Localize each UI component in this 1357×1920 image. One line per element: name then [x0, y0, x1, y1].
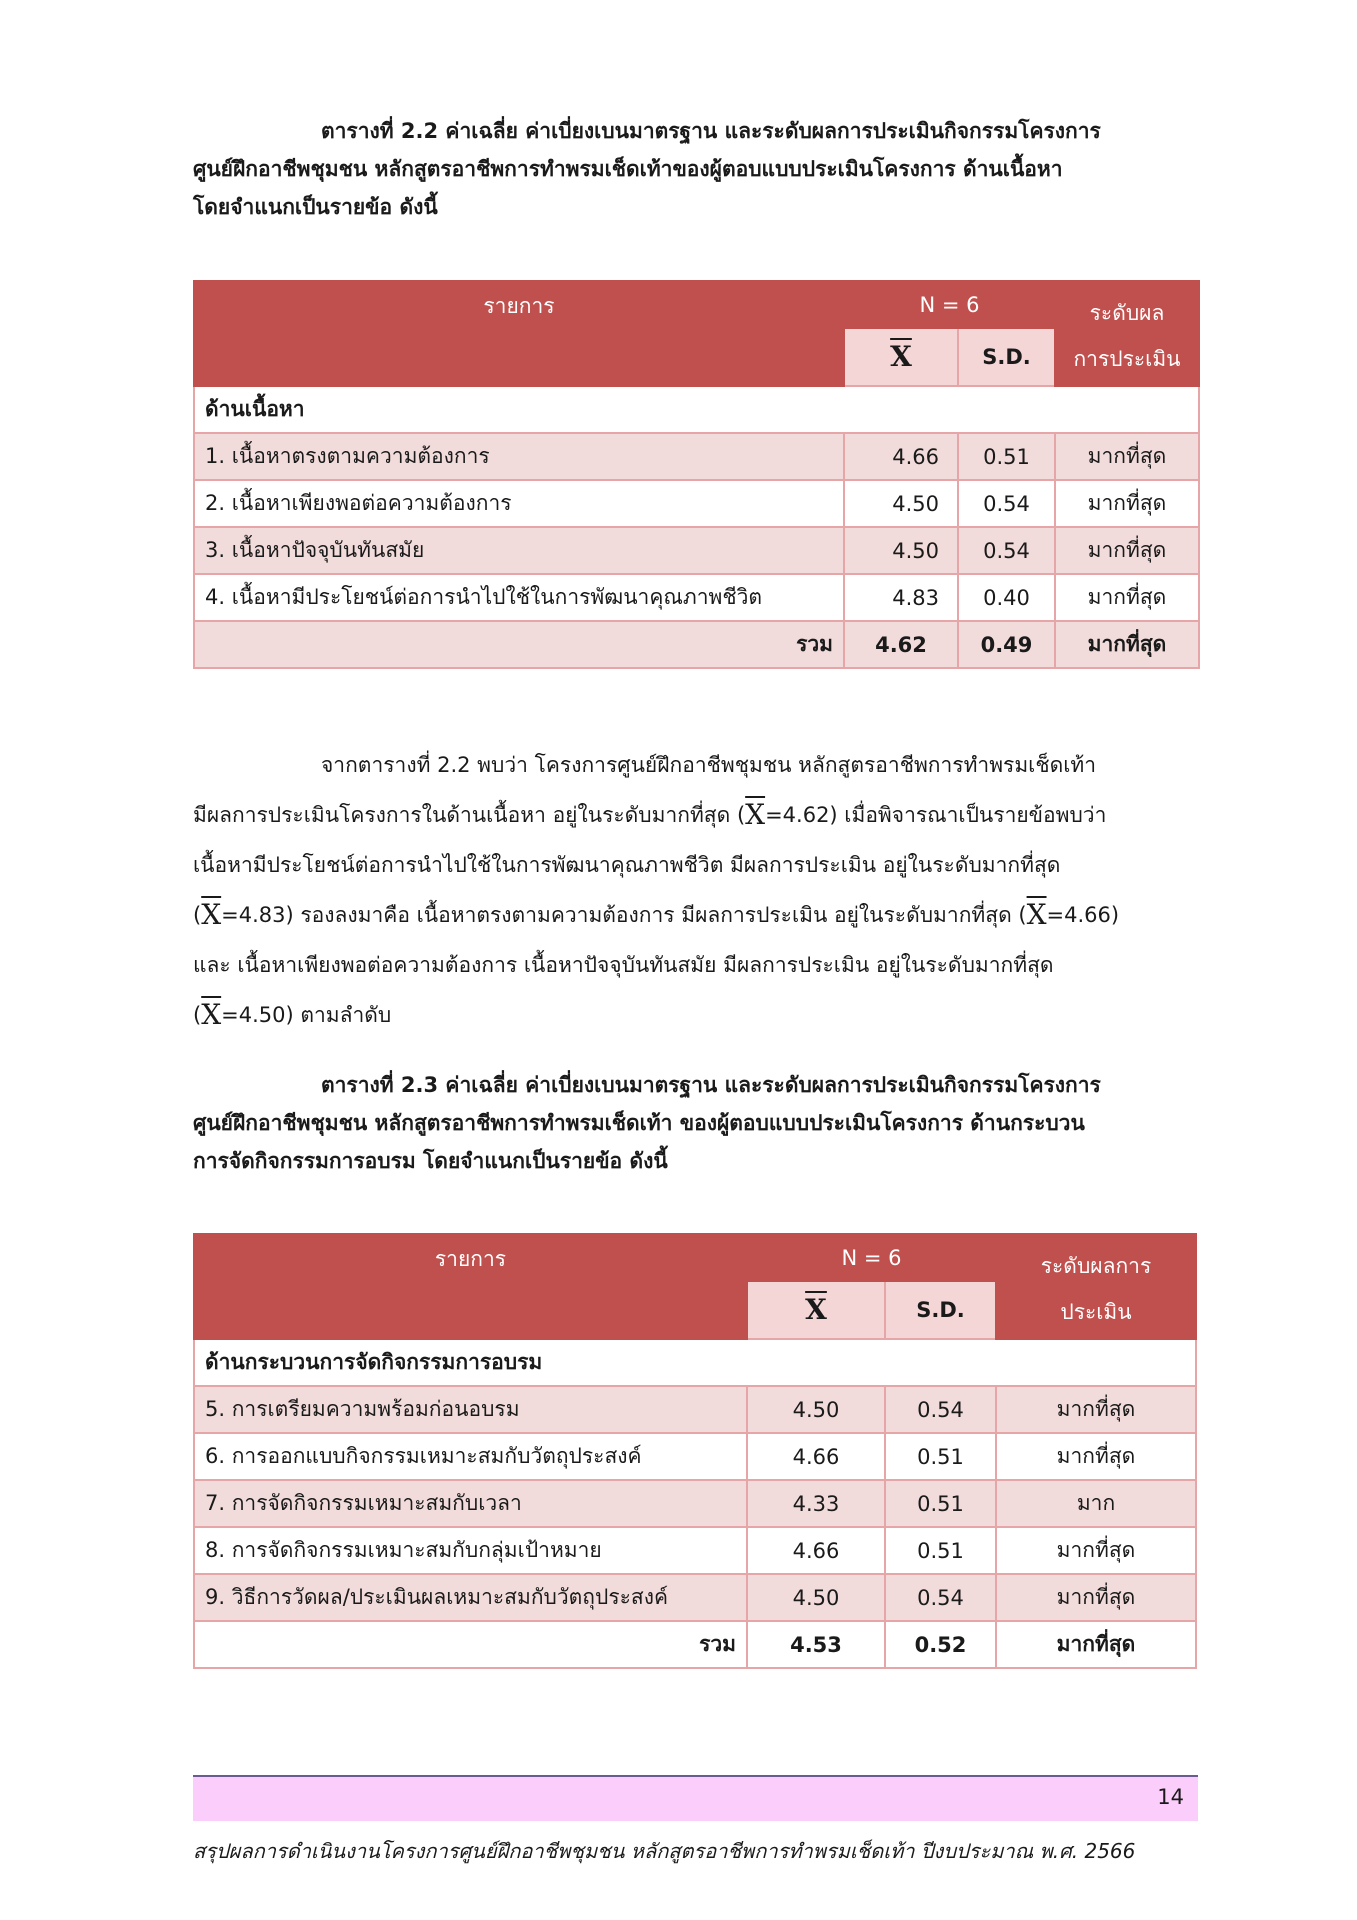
- row-item: 4. เนื้อหามีประโยชน์ต่อการนำไปใช้ในการพัฒนาคุณภาพชีวิต: [194, 574, 844, 621]
- total-level: มากที่สุด: [996, 1621, 1196, 1668]
- row-mean: 4.66: [747, 1527, 885, 1574]
- paragraph-text: =4.66): [1046, 903, 1120, 927]
- caption-line: ศูนย์ฝึกอาชีพชุมชน หลักสูตรอาชีพการทำพรมเช็ดเท้า ของผู้ตอบแบบประเมินโครงการ ด้านกระบวน: [193, 1111, 1085, 1135]
- row-sd: 0.54: [885, 1574, 996, 1621]
- xbar-symbol: $\overline{X}$: [805, 1293, 827, 1326]
- section-label: ด้านกระบวนการจัดกิจกรรมการอบรม: [194, 1339, 1196, 1386]
- footer-text: สรุปผลการดำเนินงานโครงการศูนย์ฝึกอาชีพชุมชน หลักสูตรอาชีพการทำพรมเช็ดเท้า ปีงบประมาณ พ.ศ. 2566: [193, 1839, 1136, 1863]
- row-mean: 4.50: [844, 480, 958, 527]
- header-mean: [747, 1281, 885, 1339]
- table-2-2: [193, 280, 1200, 669]
- row-sd: 0.51: [885, 1480, 996, 1527]
- caption-line: การจัดกิจกรรมการอบรม โดยจำแนกเป็นรายข้อ ดังนี้: [193, 1149, 668, 1173]
- row-mean: 4.33: [747, 1480, 885, 1527]
- caption-line: ศูนย์ฝึกอาชีพชุมชน หลักสูตรอาชีพการทำพรมเช็ดเท้าของผู้ตอบแบบประเมินโครงการ ด้านเนื้อหา: [193, 157, 1063, 181]
- xbar-symbol: $\overline{X}$: [201, 998, 222, 1031]
- row-mean: 4.66: [747, 1433, 885, 1480]
- header-level: [996, 1234, 1196, 1339]
- row-mean: 4.50: [844, 527, 958, 574]
- paragraph-text: =4.50) ตามลำดับ: [221, 1003, 392, 1027]
- total-mean: 4.62: [844, 621, 958, 668]
- table-row: [194, 433, 1199, 480]
- row-level: มากที่สุด: [1055, 574, 1199, 621]
- xbar-symbol: $\overline{X}$: [745, 798, 766, 831]
- table-row: [194, 1574, 1196, 1621]
- paragraph-line: จากตารางที่ 2.2 พบว่า โครงการศูนย์ฝึกอาชีพชุมชน หลักสูตรอาชีพการทำพรมเช็ดเท้า: [321, 753, 1097, 777]
- total-mean: 4.53: [747, 1621, 885, 1668]
- table-2-2-caption: [193, 112, 1198, 226]
- caption-line: ตารางที่ 2.3 ค่าเฉลี่ย ค่าเบี่ยงเบนมาตรฐาน และระดับผลการประเมินกิจกรรมโครงการ: [321, 1073, 1101, 1097]
- caption-line: โดยจำแนกเป็นรายข้อ ดังนี้: [193, 195, 438, 219]
- row-level: มาก: [996, 1480, 1196, 1527]
- table-total-row: [194, 1621, 1196, 1668]
- row-sd: 0.51: [885, 1527, 996, 1574]
- header-item: รายการ: [194, 281, 844, 386]
- row-level: มากที่สุด: [996, 1386, 1196, 1433]
- paragraph-text: (: [193, 903, 202, 927]
- row-sd: 0.54: [958, 527, 1055, 574]
- row-item: 5. การเตรียมความพร้อมก่อนอบรม: [194, 1386, 747, 1433]
- header-level-line1: ระดับผลการ: [1040, 1254, 1152, 1278]
- footer-band: [193, 1775, 1198, 1821]
- table-2-3: [193, 1233, 1197, 1669]
- row-level: มากที่สุด: [1055, 527, 1199, 574]
- table-row: [194, 527, 1199, 574]
- header-level-line2: การประเมิน: [1073, 347, 1181, 371]
- section-label: ด้านเนื้อหา: [194, 386, 1199, 433]
- row-item: 1. เนื้อหาตรงตามความต้องการ: [194, 433, 844, 480]
- table-total-row: [194, 621, 1199, 668]
- xbar-symbol: $\overline{X}$: [890, 340, 912, 373]
- row-level: มากที่สุด: [1055, 480, 1199, 527]
- header-n: N = 6: [747, 1234, 996, 1281]
- row-item: 9. วิธีการวัดผล/ประเมินผลเหมาะสมกับวัตถุประสงค์: [194, 1574, 747, 1621]
- xbar-symbol: $\overline{X}$: [1026, 898, 1047, 931]
- header-sd: S.D.: [885, 1281, 996, 1339]
- row-sd: 0.51: [885, 1433, 996, 1480]
- row-level: มากที่สุด: [996, 1574, 1196, 1621]
- row-mean: 4.83: [844, 574, 958, 621]
- row-level: มากที่สุด: [1055, 433, 1199, 480]
- table-row: [194, 480, 1199, 527]
- row-mean: 4.50: [747, 1386, 885, 1433]
- table-row: [194, 574, 1199, 621]
- row-sd: 0.40: [958, 574, 1055, 621]
- page-number: 14: [1157, 1785, 1184, 1809]
- row-level: มากที่สุด: [996, 1527, 1196, 1574]
- paragraph-text: มีผลการประเมินโครงการในด้านเนื้อหา อยู่ในระดับมากที่สุด (: [193, 803, 746, 827]
- table-row: [194, 1527, 1196, 1574]
- header-mean: [844, 328, 958, 386]
- row-item: 3. เนื้อหาปัจจุบันทันสมัย: [194, 527, 844, 574]
- row-item: 8. การจัดกิจกรรมเหมาะสมกับกลุ่มเป้าหมาย: [194, 1527, 747, 1574]
- total-sd: 0.49: [958, 621, 1055, 668]
- xbar-symbol: $\overline{X}$: [201, 898, 222, 931]
- paragraph-line: และ เนื้อหาเพียงพอต่อความต้องการ เนื้อหาปัจจุบันทันสมัย มีผลการประเมิน อยู่ในระดับมากที่สุด: [193, 953, 1054, 977]
- header-level: [1055, 281, 1199, 386]
- row-item: 6. การออกแบบกิจกรรมเหมาะสมกับวัตถุประสงค์: [194, 1433, 747, 1480]
- row-sd: 0.54: [885, 1386, 996, 1433]
- header-sd: S.D.: [958, 328, 1055, 386]
- paragraph-line: เนื้อหามีประโยชน์ต่อการนำไปใช้ในการพัฒนาคุณภาพชีวิต มีผลการประเมิน อยู่ในระดับมากที่สุด: [193, 853, 1061, 877]
- table-2-3-caption: [193, 1066, 1198, 1180]
- row-mean: 4.66: [844, 433, 958, 480]
- paragraph-text: =4.62) เมื่อพิจารณาเป็นรายข้อพบว่า: [765, 803, 1107, 827]
- row-sd: 0.54: [958, 480, 1055, 527]
- row-item: 7. การจัดกิจกรรมเหมาะสมกับเวลา: [194, 1480, 747, 1527]
- row-mean: 4.50: [747, 1574, 885, 1621]
- header-level-line1: ระดับผล: [1089, 301, 1165, 325]
- caption-line: ตารางที่ 2.2 ค่าเฉลี่ย ค่าเบี่ยงเบนมาตรฐาน และระดับผลการประเมินกิจกรรมโครงการ: [321, 119, 1101, 143]
- total-sd: 0.52: [885, 1621, 996, 1668]
- row-level: มากที่สุด: [996, 1433, 1196, 1480]
- paragraph-text: =4.83) รองลงมาคือ เนื้อหาตรงตามความต้องการ มีผลการประเมิน อยู่ในระดับมากที่สุด (: [221, 903, 1027, 927]
- total-level: มากที่สุด: [1055, 621, 1199, 668]
- total-label: รวม: [194, 621, 844, 668]
- table-row: [194, 1386, 1196, 1433]
- header-level-line2: ประเมิน: [1060, 1300, 1132, 1324]
- table-row: [194, 1433, 1196, 1480]
- header-n: N = 6: [844, 281, 1055, 328]
- total-label: รวม: [194, 1621, 747, 1668]
- table-row: [194, 1480, 1196, 1527]
- row-sd: 0.51: [958, 433, 1055, 480]
- paragraph-text: (: [193, 1003, 202, 1027]
- header-item: รายการ: [194, 1234, 747, 1339]
- summary-paragraph: [193, 740, 1198, 1040]
- row-item: 2. เนื้อหาเพียงพอต่อความต้องการ: [194, 480, 844, 527]
